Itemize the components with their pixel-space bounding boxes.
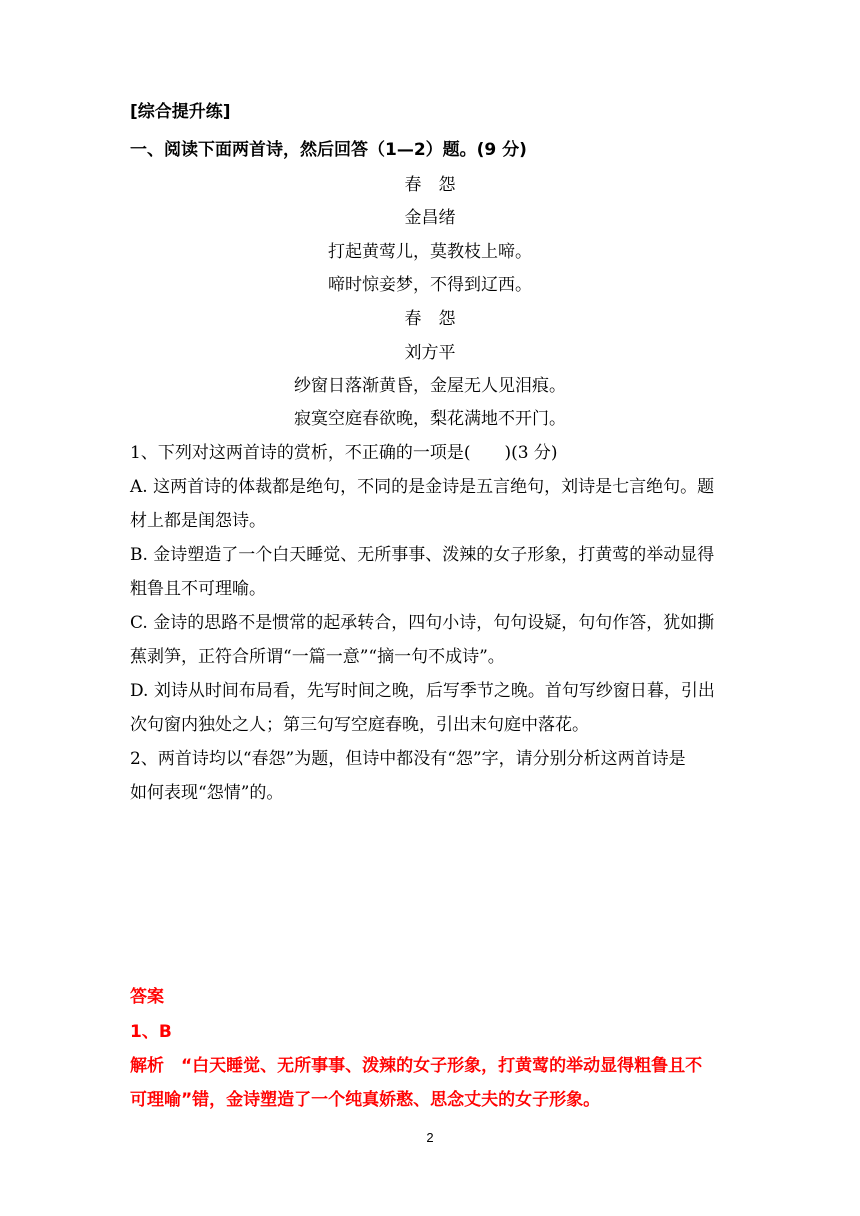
- poem1-title: 春 怨: [404, 175, 456, 195]
- q1-option-d-line-1: D. 刘诗从时间布局看，先写时间之晚，后写季节之晚。首句写纱窗日暮，引出: [130, 681, 715, 701]
- section-heading: [综合提升练]: [130, 102, 231, 122]
- q1-option-c-line-1: C. 金诗的思路不是惯常的起承转合，四句小诗，句句设疑，句句作答，犹如撕: [130, 613, 715, 633]
- poem2-line-2: 寂寞空庭春欲晚，梨花满地不开门。: [294, 409, 566, 429]
- q1-option-a-line-1: A. 这两首诗的体裁都是绝句，不同的是金诗是五言绝句，刘诗是七言绝句。题: [130, 477, 715, 497]
- page-number: 2: [426, 1130, 434, 1145]
- question-header: 一、阅读下面两首诗，然后回答（1—2）题。(9 分): [130, 140, 527, 160]
- q1-option-a-line-2: 材上都是闺怨诗。: [130, 511, 266, 531]
- q1-option-b-line-2: 粗鲁且不可理喻。: [130, 579, 266, 599]
- q2-line-2: 如何表现“怨情”的。: [130, 783, 284, 803]
- q1-stem: 1、下列对这两首诗的赏析，不正确的一项是( )(3 分): [130, 443, 558, 463]
- q1-option-b-line-1: B. 金诗塑造了一个白天睡觉、无所事事、泼辣的女子形象，打黄莺的举动显得: [130, 545, 715, 565]
- q1-option-c-line-2: 蕉剥笋，正符合所谓“一篇一意”“摘一句不成诗”。: [130, 647, 505, 667]
- poem1-author: 金昌绪: [404, 208, 456, 228]
- q2-line-1: 2、两首诗均以“春怨”为题，但诗中都没有“怨”字，请分别分析这两首诗是: [130, 749, 686, 769]
- answer-q1: 1、B: [130, 1022, 172, 1042]
- poem1-line-1: 打起黄莺儿，莫教枝上啼。: [328, 242, 532, 262]
- poem2-author: 刘方平: [404, 343, 456, 363]
- answer-analysis-line-2: 可理喻”错，金诗塑造了一个纯真娇憨、思念丈夫的女子形象。: [130, 1090, 601, 1110]
- poem1-line-2: 啼时惊妾梦，不得到辽西。: [328, 275, 532, 295]
- q1-option-d-line-2: 次句窗内独处之人；第三句写空庭春晚，引出末句庭中落花。: [130, 715, 589, 735]
- answer-heading: 答案: [130, 987, 164, 1007]
- answer-analysis-line-1: 解析 “白天睡觉、无所事事、泼辣的女子形象，打黄莺的举动显得粗鲁且不: [130, 1056, 703, 1076]
- poem2-line-1: 纱窗日落渐黄昏，金屋无人见泪痕。: [294, 376, 566, 396]
- poem2-title: 春 怨: [404, 309, 456, 329]
